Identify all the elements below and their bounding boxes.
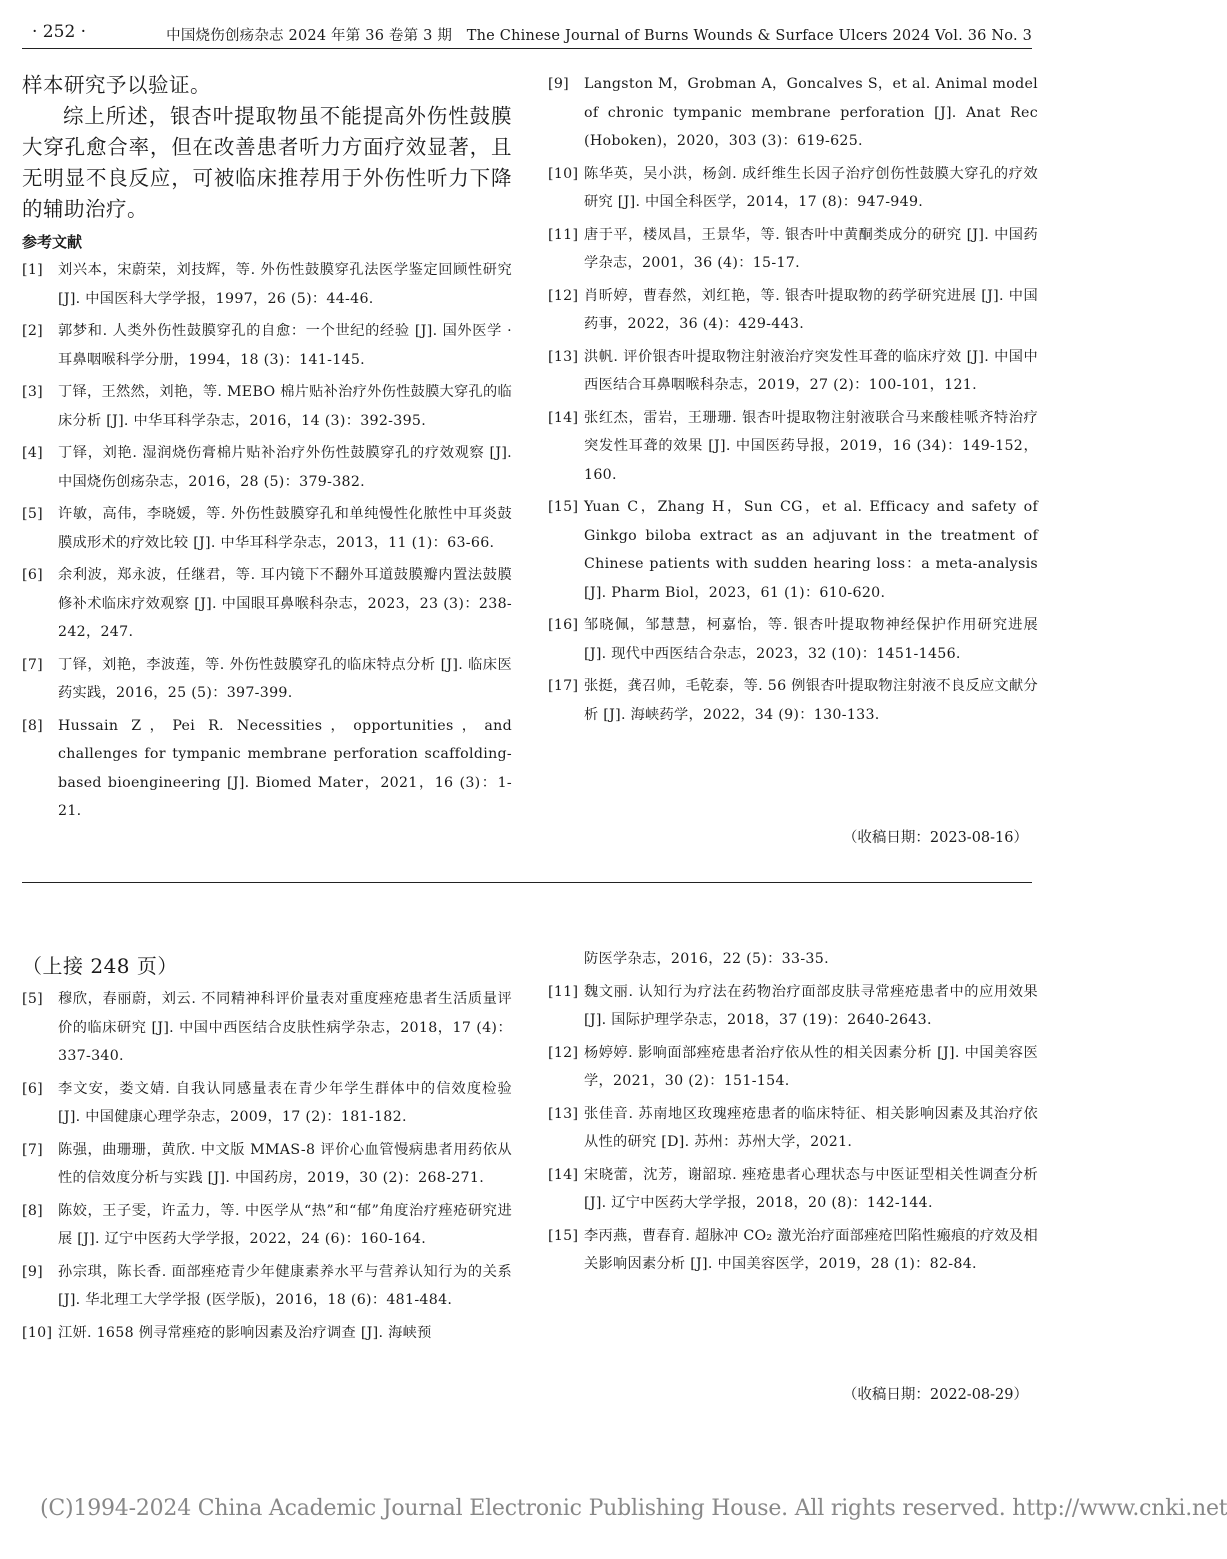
- bottom-right-column: [548, 945, 1038, 1283]
- reference-list: [548, 978, 1038, 1279]
- reference-item: [6] 李文安，娄文婧. 自我认同感量表在青少年学生群体中的信效度检验 [J]. 中国健康心理学杂志，2009，17 (2)：181-182.: [22, 1080, 512, 1125]
- reference-item: [9] 孙宗琪，陈长香. 面部痤疮青少年健康素养水平与营养认知行为的关系 [J]. 华北理工大学学报 (医学版)，2016，18 (6)：481-484.: [22, 1263, 512, 1308]
- page-number: · 252 ·: [32, 22, 87, 42]
- reference-item: [14] 宋晓蕾，沈芳，谢韶琼. 痤疮患者心理状态与中医证型相关性调查分析 [J]. 辽宁中医药大学学报，2018，20 (8)：142-144.: [548, 1166, 1038, 1211]
- reference-item: [5] 许敏，高伟，李晓媛，等. 外伤性鼓膜穿孔和单纯慢性化脓性中耳炎鼓膜成形术的疗效比较 [J]. 中华耳科学杂志，2013，11 (1)：63-66.: [22, 506, 512, 551]
- reference-item: [11] 魏文丽. 认知行为疗法在药物治疗面部皮肤寻常痤疮患者中的应用效果 [J]. 国际护理学杂志，2018，37 (19)：2640-2643.: [548, 983, 1038, 1028]
- reference-item: [12] 杨婷婷. 影响面部痤疮患者治疗依从性的相关因素分析 [J]. 中国美容医学，2021，30 (2)：151-154.: [548, 1044, 1038, 1089]
- reference-item: [9] Langston M，Grobman A，Goncalves S，et al. Animal model of chronic tympanic membrane perforation [J]. Anat Rec (Hoboken)，2020，303 (3)：619-625.: [548, 76, 1038, 149]
- conclusion-paragraph: 综上所述，银杏叶提取物虽不能提高外伤性鼓膜大穿孔愈合率，但在改善患者听力方面疗效显著，且无明显不良反应，可被临床推荐用于外伤性听力下降的辅助治疗。: [22, 104, 512, 221]
- page-header: [22, 20, 1032, 49]
- reference-item: [10] 陈华英，吴小洪，杨剑. 成纤维生长因子治疗创伤性鼓膜大穿孔的疗效研究 [J]. 中国全科医学，2014，17 (8)：947-949.: [548, 165, 1038, 210]
- reference-item: [13] 洪帆. 评价银杏叶提取物注射液治疗突发性耳聋的临床疗效 [J]. 中国中西医结合耳鼻咽喉科杂志，2019，27 (2)：100-101，121.: [548, 348, 1038, 393]
- reference-item: [15] 李丙燕，曹春育. 超脉冲 CO₂ 激光治疗面部痤疮凹陷性瘢痕的疗效及相关影响因素分析 [J]. 中国美容医学，2019，28 (1)：82-84.: [548, 1227, 1038, 1272]
- reference-item: [12] 肖昕婷，曹春然，刘红艳，等. 银杏叶提取物的药学研究进展 [J]. 中国药事，2022，36 (4)：429-443.: [548, 287, 1038, 332]
- copyright-footer: (C)1994-2024 China Academic Journal Electronic Publishing House. All rights reserved. http://www.cnki.net: [40, 1496, 1227, 1521]
- body-paragraph: 样本研究予以验证。: [22, 73, 211, 97]
- reference-item: [1] 刘兴本，宋蔚荣，刘技辉，等. 外伤性鼓膜穿孔法医学鉴定回顾性研究 [J]. 中国医科大学学报，1997，26 (5)：44-46.: [22, 262, 512, 307]
- reference-item: [17] 张挺，龚召帅，毛乾泰，等. 56 例银杏叶提取物注射液不良反应文献分析 [J]. 海峡药学，2022，34 (9)：130-133.: [548, 678, 1038, 723]
- reference-list: [548, 70, 1038, 729]
- reference-continuation: 防医学杂志，2016，22 (5)：33-35.: [584, 951, 829, 967]
- journal-title: 中国烧伤创疡杂志 2024 年第 36 卷第 3 期 The Chinese Journal of Burns Wounds & Surface Ulcers 2024 Vol. 36 No. 3: [166, 28, 1032, 44]
- reference-item: [10] 江妍. 1658 例寻常痤疮的影响因素及治疗调查 [J]. 海峡预: [22, 1324, 432, 1341]
- article-divider: [22, 882, 1032, 883]
- reference-item: [16] 邹晓佩，邹慧慧，柯嘉怡，等. 银杏叶提取物神经保护作用研究进展 [J]. 现代中西医结合杂志，2023，32 (10)：1451-1456.: [548, 617, 1038, 662]
- reference-item: [13] 张佳音. 苏南地区玫瑰痤疮患者的临床特征、相关影响因素及其治疗依从性的研究 [D]. 苏州：苏州大学，2021.: [548, 1105, 1038, 1150]
- reference-item: [11] 唐于平，楼凤昌，王景华，等. 银杏叶中黄酮类成分的研究 [J]. 中国药学杂志，2001，36 (4)：15-17.: [548, 226, 1038, 271]
- reference-item: [7] 陈强，曲珊珊，黄欣. 中文版 MMAS-8 评价心血管慢病患者用药依从性的信效度分析与实践 [J]. 中国药房，2019，30 (2)：268-271.: [22, 1141, 512, 1186]
- reference-item: [6] 余利波，郑永波，任继君，等. 耳内镜下不翻外耳道鼓膜瓣内置法鼓膜修补术临床疗效观察 [J]. 中国眼耳鼻喉科杂志，2023，23 (3)：238-242，247.: [22, 567, 512, 640]
- received-date: （收稿日期：2022-08-29）: [842, 1387, 1028, 1403]
- reference-item: [8] Hussain Z，Pei R. Necessities，opportunities，and challenges for tympanic membrane perforation scaffolding-based bioengineering [J]. Biomed Mater，2021，16 (3)：1-21.: [22, 717, 512, 819]
- reference-list: [22, 256, 512, 826]
- reference-item: [15] Yuan C，Zhang H，Sun CG，et al. Efficacy and safety of Ginkgo biloba extract as an adjuvant in the treatment of Chinese patients with sudden hearing loss：a meta-analysis [J]. Pharm Biol，2023，61 (1)：610-620.: [548, 499, 1038, 601]
- bottom-left-column: [22, 950, 512, 1351]
- reference-item: [4] 丁铎，刘艳. 湿润烧伤膏棉片贴补治疗外伤性鼓膜穿孔的疗效观察 [J]. 中国烧伤创疡杂志，2016，28 (5)：379-382.: [22, 445, 512, 490]
- continued-label: （上接 248 页）: [22, 954, 178, 978]
- reference-item: [7] 丁铎，刘艳，李波莲，等. 外伤性鼓膜穿孔的临床特点分析 [J]. 临床医药实践，2016，25 (5)：397-399.: [22, 656, 512, 701]
- top-left-column: [22, 70, 512, 830]
- reference-item: [8] 陈姣，王子雯，许孟力，等. 中医学从“热”和“郁”角度治疗痤疮研究进展 [J]. 辽宁中医药大学学报，2022，24 (6)：160-164.: [22, 1202, 512, 1247]
- reference-item: [5] 穆欣，春丽蔚，刘云. 不同精神科评价量表对重度痤疮患者生活质量评价的临床研究 [J]. 中国中西医结合皮肤性病学杂志，2018，17 (4)：337-340.: [22, 991, 512, 1064]
- references-title: 参考文献: [22, 233, 83, 251]
- top-right-column: [548, 70, 1038, 733]
- reference-item: [2] 郭梦和. 人类外伤性鼓膜穿孔的自愈：一个世纪的经验 [J]. 国外医学 · 耳鼻咽喉科学分册，1994，18 (3)：141-145.: [22, 323, 512, 368]
- received-date: （收稿日期：2023-08-16）: [842, 830, 1028, 846]
- reference-item: [3] 丁铎，王然然，刘艳，等. MEBO 棉片贴补治疗外伤性鼓膜大穿孔的临床分析 [J]. 中华耳科学杂志，2016，14 (3)：392-395.: [22, 384, 512, 429]
- reference-item: [14] 张红杰，雷岩，王珊珊. 银杏叶提取物注射液联合马来酸桂哌齐特治疗突发性耳聋的效果 [J]. 中国医药导报，2019，16 (34)：149-152，160.: [548, 409, 1038, 483]
- reference-list: [22, 985, 512, 1347]
